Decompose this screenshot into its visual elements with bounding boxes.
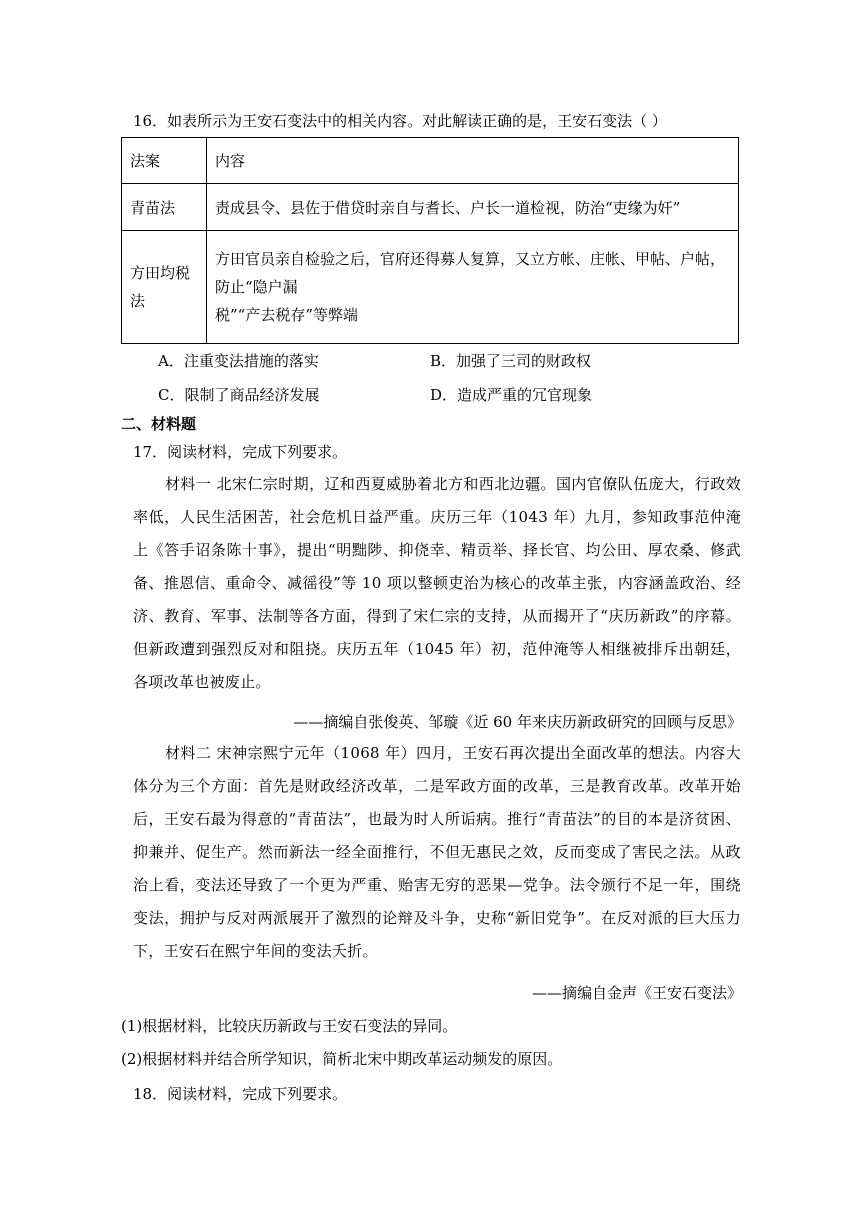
question-18-stem: 18．阅读材料，完成下列要求。 — [133, 1085, 348, 1103]
table-row — [122, 184, 739, 231]
table-header-row — [122, 138, 739, 184]
option-c: C．限制了商品经济发展 — [158, 386, 320, 404]
material-2: 材料二 宋神宗熙宁元年（1068 年）四月，王安石再次提出全面改革的想法。内容大体分为三个方面：首先是财政经济改革，二是军政方面的改革，三是教育改革。改革开始后，王安石最为得意的“青苗法”，也最为时人所诟病。推行“青苗法”的目的本是济贫困、抑兼并、促生产。然而新法一经全面推行，不但无惠民之效，反而变成了害民之法。从政治上看，变法还导致了一个更为严重、贻害无穷的恶果—党争。法令颁行不足一年，围绕变法，拥护与反对两派展开了激烈的论辩及斗争，史称“新旧党争”。在反对派的巨大压力下，王安石在熙宁年间的变法夭折。 — [133, 744, 741, 960]
header-content: 内容 — [207, 138, 739, 184]
law-name: 青苗法 — [122, 184, 207, 231]
option-a: A．注重变法措施的落实 — [158, 352, 319, 370]
content-line: 防止“隐户漏 — [215, 278, 298, 296]
law-content: 责成县令、县佐于借贷时亲自与耆长、户长一道检视，防治“吏缘为奸” — [207, 184, 739, 231]
section-heading: 二、材料题 — [121, 415, 197, 433]
sub-question-1: (1)根据材料，比较庆历新政与王安石变法的异同。 — [121, 1017, 458, 1035]
law-name-text: 方田均税法 — [130, 264, 191, 310]
law-name — [122, 231, 207, 344]
option-d: D．造成严重的冗官现象 — [430, 386, 593, 404]
content-line: 方田官员亲自检验之后，官府还得募人复算，又立方帐、庄帐、甲帖、户帖， — [215, 250, 726, 268]
sub-question-2: (2)根据材料并结合所学知识，简析北宋中期改革运动频发的原因。 — [121, 1050, 563, 1068]
reform-table — [121, 137, 739, 344]
option-b: B．加强了三司的财政权 — [430, 352, 592, 370]
material-2-source: ——摘编自金声《王安石变法》 — [531, 984, 742, 1002]
header-law: 法案 — [122, 138, 207, 184]
table-row — [122, 231, 739, 344]
material-1: 材料一 北宋仁宗时期，辽和西夏威胁着北方和西北边疆。国内官僚队伍庞大，行政效率低，人民生活困苦，社会危机日益严重。庆历三年（1043 年）九月，参知政事范仲淹上《答手诏条陈十事》，提出“明黜陟、抑侥幸、精贡举、择长官、均公田、厚农桑、修武备、推恩信、重命令、减徭役”等 10 项以整顿吏治为核心的改革主张，内容涵盖政治、经济、教育、军事、法制等各方面，得到了宋仁宗的支持，从而揭开了“庆历新政”的序幕。但新政遭到强烈反对和阻挠。庆历五年（1045 年）初，范仲淹等人相继被排斥出朝廷，各项改革也被废止。 — [133, 475, 741, 691]
law-content — [207, 231, 739, 344]
content-line: 税”“产去税存”等弊端 — [215, 306, 359, 324]
question-17-stem: 17．阅读材料，完成下列要求。 — [133, 443, 348, 461]
material-1-source: ——摘编自张俊英、邹璇《近 60 年来庆历新政研究的回顾与反思》 — [293, 713, 742, 731]
question-16-stem: 16．如表所示为王安石变法中的相关内容。对此解读正确的是，王安石变法（ ） — [133, 112, 667, 130]
